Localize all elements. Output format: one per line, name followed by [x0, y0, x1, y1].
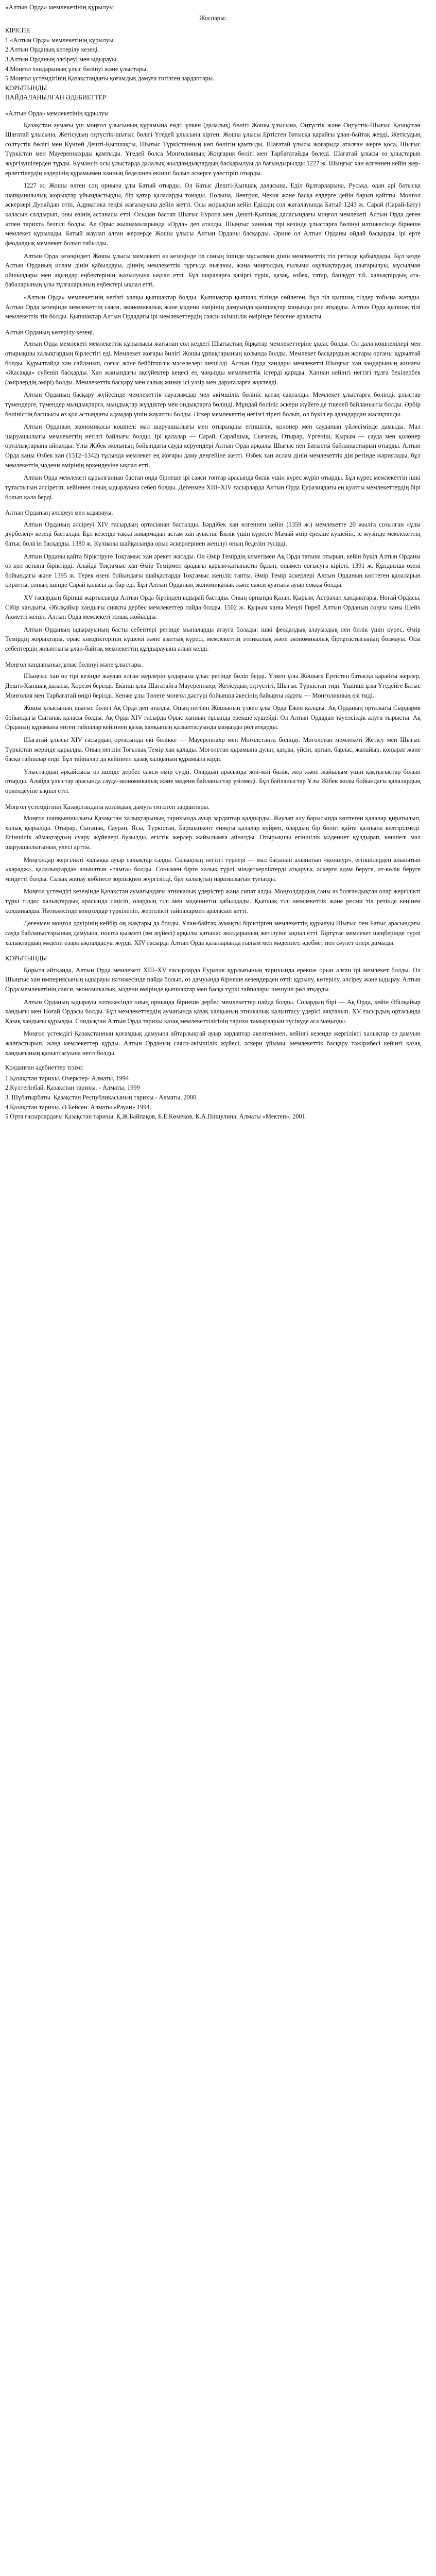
paragraph: Моңғол үстемдігі кезеңінде Қазақстан аумағындағы этникалық үдерістер жаңа сипат алды. Моңғолдардың саны аз болғандықтан олар жергілікті түркі тілдес халықтардың арасында сіңісіп, олардың тілі мен мәдениетін қабылдады. Қыпшақ тілі мемлекеттік және ресми тіл ретінде кеңінен қолданылды. Нәтижесінде моңғолдар түркіленіп, жергілікті тайпалармен араласып кетті. — [5, 888, 421, 914]
section-5 — [5, 802, 421, 948]
toc-item: 1.«Алтын Орда» мемлекетінің құрылуы. — [5, 36, 115, 44]
document-page — [0, 0, 426, 1132]
reference-item: 4.Қазақстан тарихы. Ә.Бейсен. Алматы «Рауан» 1994. — [5, 1103, 151, 1111]
references-title: Қолданған әдебиеттер тізімі: — [5, 1064, 84, 1072]
paragraph: Қорыта айтқанда, Алтын Орда мемлекеті XIII–XV ғасырларда Еуразия құрлығының тарихында ерекше орын алған ірі мемлекет болды. Ол Шыңғыс хан империясының ыдырауы нәтижесінде пайда болып, өз дамуында бірнеше кезеңдерден өтті: құрылу, көтерілу, әлсіреу және ыдырау. Алтын Орда мемлекетінің саяси, экономикалық, мәдени өмірінде қыпшақтар мен басқа түркі тайпалары шешуші рөл атқарды. — [5, 966, 421, 993]
section-heading: «Алтын Орда» мемлекетінің құрылуы — [5, 109, 109, 117]
paragraph: Алтын Орданың ыдырауының басты себептері ретінде мыналарды атауға болады: ішкі феодалдық алауыздық пен билік үшін күрес, Әмір Темірдің жорықтары, орыс княздіктерінің күшеюі және азаттық күресі, мемлекеттің этникалық және экономикалық біртұтастығының болмауы. Осы себептердің жиынтығы ұлан-байтақ мемлекеттің құлдырауына алып келді. — [5, 625, 421, 653]
conclusion-section — [5, 954, 421, 1058]
paragraph: Моңғол үстемдігі Қазақстанның қоғамдық дамуына айтарлықтай ауыр зардаптар әкелгенімен, кейінгі кезеңде жергілікті халықтар өз дамуын жалғастырып, жаңа мемлекеттер құрды. Алтын Орданың саяси-әкімшілік жүйесі, әскери ұйымы, мемлекеттік басқару тәжірибесі кейінгі қазақ хандығының қалыптасуына негіз болды. — [5, 1030, 421, 1057]
paragraph: Алтын Орданың басқару жүйесінде мемлекеттік лауазымдар мен әкімшілік бөлініс қатаң сақталды. Мемлекет ұлыстарға бөлінді, ұлыстар түмендерге, түмендер мыңдықтарға, мыңдықтар жүздіктер мен ондықтарға бөлінді. Мұндай бөлініс әскери жүйеге де тікелей байланысты болды. Әрбір бөліністің басшысы өз қол астындағы адамдар үшін жауапты болды. Әскер мемлекеттің негізгі тірегі болып, ол бүкіл ер адамдардан жасақталды. — [5, 391, 421, 418]
section-heading: Алтын Орданың әлсіреуі мен ыдырауы. — [5, 509, 113, 517]
paragraph: Алтын Орда мемлекеті құрылғаннан бастап онда бірнеше ірі саяси топтар арасында билік үшін күрес жүріп отырды. Бұл күрес мемлекеттің ішкі тұтастығын әлсіретіп, кейіннен оның ыдырауына себеп болды. Дегенмен XIII–XIV ғасырларда Алтын Орда Еуразиядағы ең қуатты мемлекеттердің бірі болып қала берді. — [5, 474, 421, 501]
paragraph: Алтын Орданың ыдырауы нәтижесінде оның орнында бірнеше дербес мемлекеттер пайда болды. Солардың бірі — Ақ Орда, кейін Әбілқайыр хандығы мен Ноғай Ордасы болды. Бұл мемлекеттердің аумағында қазақ халқының этникалық қалыптасу үдерісі аяқталып, XV ғасырдың ортасында Қазақ хандығы құрылды. Сондықтан Алтын Орда тарихы қазақ мемлекеттілігінің тарихи тамырларын түсінуде аса маңызды. — [5, 998, 421, 1025]
reference-item: 2.Күлтегінбай. Қазақстан тарихы. - Алматы, 1999 — [5, 1084, 140, 1092]
paragraph: XV ғасырдың бірінші жартысында Алтын Орда біртіндеп ыдырай бастады. Оның орнында Қазан, Қырым, Астрахан хандықтары, Ноғай Ордасы, Сібір хандығы, Әбілқайыр хандығы сияқты дербес мемлекеттер пайда болды. 1502 ж. Қырым ханы Меңлі Гирей Алтын Орданың соңғы ханы Шейх Ахметті жеңіп, Алтын Орда мемлекеті толық жойылды. — [5, 594, 421, 621]
paragraph: Моңғол шапқыншылығы Қазақстан халықтарының тарихында ауыр зардаптар қалдырды. Жаулап алу барысында көптеген қалалар қиратылып, халық қырылды. Отырар, Сығанақ, Сауран, Ясы, Түркістан, Баршынкент сияқты қалалар күйреп, олардың бір бөлігі қайта қалпына келтірілмеді. Егіншілік аймақтардың суару жүйелері бұзылды, егістік жерлер жайылымға айналды. Отырықшы егіншілік мәдениет құлдырап, көшпелі мал шаруашылығының үлесі артты. — [5, 815, 421, 851]
paragraph: Алтын Орданың әлсіреуі XIV ғасырдың ортасынан басталды. Бәрдібек хан өлгеннен кейін (1359 ж.) мемлекетте 20 жылға созылған «ұлы дүрбелең» кезеңі басталды. Бұл кезеңде таққа жиырмадан астам хан ауысты. Билік үшін күресте Мамай әмір ерекше күшейіп, іс жүзінде мемлекеттің батыс бөлігін басқарды. 1380 ж. Күлікова шайқасында орыс әскерлерінен жеңілуі оның беделін түсірді. — [5, 520, 421, 547]
toc-item: 3.Алтын Орданың әлсіреуі мен ыдырауы. — [5, 55, 118, 63]
paragraph: 1227 ж. Жошы өлген соң орнына ұлы Батый отырды. Ол Батыс Дешті-Қыпшақ даласына, Еділ бұлғарларына, Русьқа, одан әрі батысқа шапқыншылық жорықтар ұйымдастырды, бір қатар қалаларды тонады. Польша, Венгрия, Чехия және басқа елдерге дейін барып қайтты. Монғол әскерлері Дунайдан өтіп, Адриатика теңізі жағалауына дейін жетті. Осы жорықтан кейін Еділдің сол жағалауында Батый 1243 ж. Сарай (Сарай-Бату) қаласын салдырып, оны өзінің астанасы етті. Осыдан бастап Шығыс Еуропа мен Дешті-Қыпшақ даласындағы моңғол мемлекеті Алтын Орда деген атпен тарихта белгілі болды. Ал Орыс жылнамаларында «Орда» деп аталды. Шыңғыс ханның тірі кезінде ұлыстарға бөлінуі нәтижесінде бірнеше мемлекет құрылады. Батый жаулап алған жерлерде Жошы ұлысы Алтын Орданы басқарды. Әрине ол Алтын Орданы ойдай басқарды, ірі ерте феодалдық мемлекет болып табылды. — [5, 182, 421, 247]
paragraph: «Алтын Орда» мемлекетінің негізгі халқы қыпшақтар болды. Қыпшақтар қыпшақ тілінде сөйлеген, бұл тіл қыпшақ тілдер тобына жатады. Алтын Орда кезеңінде мемлекеттің саяси, экономикалық және мәдени өмірінің дамуында қыпшақтар маңызды рөл атқарды. Алтын Орда қыпшақ тілі мемлекеттік тіл болды. Қыпшақтар Алтын Ордадағы ірі мемлекеттердің саяси-әкімшілік өмірінде белсене араласты. — [5, 293, 421, 320]
paragraph: Дегенмен моңғол дәуірінің кейбір оң жақтары да болды. Ұлан-байтақ аумақты біріктірген мемлекеттің құрылуы Шығыс пен Батыс арасындағы сауда байланыстарының дамуына, пошта қызметі (ям жүйесі) арқылы қатынас жолдарының жетілуіне ықпал етті. Біртұтас мемлекет шеңберінде түрлі халықтардың мәдени өзара ықпалдасуы жүрді. XIV ғасырда Алтын Орда қалаларында ғылым мен мәдениет, әдебиет пен сәулет өнері дамыды. — [5, 920, 421, 946]
paragraph: Шағатай ұлысы XIV ғасырдың ортасында екі бөлікке — Мауереннахр мен Моғолстанға бөлінді. Моғолстан мемлекеті Жетісу мен Шығыс Түркістан жерінде құрылды. Оның негізін Тоғылық Темір хан қалады. Моғолстан құрамына дулат, қаңлы, үйсін, арғын, барлас, жалайыр, қоңырат және басқа тайпалар енді. Бұл тайпалар да кейіннен қазақ халқының құрамына кірді. — [5, 736, 421, 763]
section-heading: Алтын Орданың көтерілу кезеңі. — [5, 328, 95, 336]
paragraph: Алтын Орданың экономикасы көшпелі мал шаруашылығы мен отырықшы егіншілік, қолөнер мен сауданың үйлесімінде дамыды. Мал шаруашылығы мемлекеттің негізгі байлығы болды. Ірі қалалар — Сарай, Сарайшық, Сығанақ, Отырар, Үргеніш, Қырым — сауда мен қолөнер орталықтарына айналды. Ұлы Жібек жолының бойындағы сауда керуендері Алтын Орда арқылы Шығыс пен Батысты байланыстырып отырды. Алтын Орда ханы Өзбек хан (1312–1342) тұсында мемлекет ең жоғары даму деңгейіне жетті. Өзбек хан ислам дінін мемлекеттік дін ретінде жариялады, бұл мемлекеттің мәдени өмірінің өркендеуіне ықпал етті. — [5, 423, 421, 469]
toc-item: ПАЙДАЛАНЫЛҒАН ӘДЕБИЕТТЕР — [5, 94, 107, 101]
section-heading: Моңғол хандарының ұлыс бөлінуі және ұлыстары. — [5, 660, 144, 668]
paragraph: Шыңғыс хан өз тірі кезінде жаулап алған жерлерін ұлдарына ұлыс ретінде бөліп берді. Үлкен ұлы Жошыға Ертістен батысқа қарайғы жерлер, Дешті-Қыпшақ даласы, Хорезм берілді. Екінші ұлы Шағатайға Мауереннахр, Жетісудың оңтүстігі, Шығыс Түркістан тиді. Үшінші ұлы Үгедейге Батыс Монғолия мен Тарбағатай өңірі берілді. Кенже ұлы Төлеге монғол дәстүрі бойынша әкесінің байырғы жұрты — Монғолияның өзі тиді. — [5, 672, 421, 699]
toc-item: ҚОРЫТЫНДЫ — [5, 84, 47, 92]
paragraph: Алтын Орданы қайта біріктіруге Тоқтамыс хан әрекет жасады. Ол Әмір Темірдің көмегімен Ақ Орда тағына отырып, кейін бүкіл Алтын Орданы өз қол астына біріктірді. Алайда Тоқтамыс хан Әмір Темірмен арадағы қарым-қатынасты бұзып, онымен соғысуға кірісті. 1391 ж. Құндызша өзені бойындағы және 1395 ж. Терек өзені бойындағы шайқастарда Тоқтамыс жеңіліс тапты. Әмір Темір әскерлері Алтын Орданың көптеген қалаларын қиратты, соның ішінде Сарай қаласы да бар еді. Бұл Алтын Орданың экономикалық және саяси қуатына ауыр соққы болды. — [5, 552, 421, 589]
toc-item: 4.Моңғол хандарының ұлыс бөлінуі және ұлыстары. — [5, 65, 148, 73]
section-3 — [5, 508, 421, 654]
references-section — [5, 1063, 421, 1122]
plan-label: Жоспары: — [199, 14, 226, 22]
toc-item: КІРІСПЕ — [5, 27, 30, 35]
paragraph: Алтын Орда мемлекеті мемлекеттік құрылысы жағынан сол кездегі Шығыстың бірқатар мемлекеттеріне ұқсас болды. Ол дала көшпелілері мен отырықшы халықтардың бірлестігі еді. Мемлекет жоғары билігі Жошы ұрпақтарының қолында болды. Мемлекет басқарудың жоғары органы құрылтай болды. Құрылтайда хан сайланып, соғыс және бейбітшілік мәселелері шешілді. Алтын Орда хандары мемлекетті Шыңғыс хан заңдарының жинағы «Жасаққа» сүйеніп басқарды. Хан жанындағы ақсүйектер кеңесі ең маңызды мемлекеттік істерді қарады. Ханнан кейінгі негізгі тұлға бекілербек (әмірлердің әмірі) болды. Мемлекеттік басқару мен салық жинау ісі уәзір мен даруғаларға жүктелді. — [5, 340, 421, 386]
paragraph: Ұлыстардың әрқайсысы өз ішінде дербес саяси өмір сүрді. Олардың арасында жиі-жиі билік, жер және жайылым үшін қақтығыстар болып отырды. Алайда ұлыстар арасында сауда-экономикалық және мәдени байланыстар үзілмеді. Бұл байланыстар Ұлы Жібек жолы бойындағы қалалардың өркендеуіне ықпал етті. — [5, 768, 421, 794]
reference-item: 3. Шұбатырбаты. Қазақстан Республикасының тарихы.- Алматы, 2000 — [5, 1094, 197, 1101]
reference-item: 5.Орта ғасырлардағы Қазақстан тарихы. Қ.Ж.Байпақов, Б.Е.Көмеков, К.А.Пищулина. Алматы «Мектеп», 2001. — [5, 1113, 307, 1121]
reference-item: 1.Қазақстан тарихы. Очерктер- Алматы, 1994 — [5, 1074, 129, 1082]
section-heading: ҚОРЫТЫНДЫ — [5, 955, 47, 962]
document-title: «Алтын Орда» мемлекетінің құрылуы — [5, 3, 114, 11]
paragraph: Жошы ұлысының шығыс бөлігі Ақ Орда деп аталды. Оның негізін Жошының үлкен ұлы Орда Ежен қалады. Ақ Орданың орталығы Сырдария бойындағы Сығанақ қаласы болды. Ақ Орда XIV ғасырда Орыс ханның тұсында ерекше күшейді. Ол Алтын Ордадан тәуелсіздік алуға тырысты. Ақ Орданың құрамына енген тайпалар кейіннен қазақ халқының қалыптасуында маңызды рөл атқарды. — [5, 704, 421, 731]
paragraph: Алтын Орда кезеңіндегі Жошы ұлысы мемлекеті өз кезеңінде ол соның ішінде мұсылман дінін мемлекеттік тіл ретінде қабылдады. Бұл кезде Алтын Орданың ислам дінін қабылдауы, діннің мемлекеттік тұрғыда нығаюы, жаңа моңғолдық ғылыми оқулықтардың шығарылуы, мұсылман ойшылдары мен ақындар еңбектерінің жазылуына ықпал етті. Бұл шараларға қазіргі түрік, қазақ, өзбек, татар, башқұрт т.б. халықтардың ата-бабаларының ұлы тұлғаларының еңбектері ықпал етті. — [5, 252, 421, 289]
table-of-contents — [5, 26, 421, 103]
toc-item: 2.Алтын Орданың көтерілу кезеңі. — [5, 46, 99, 54]
section-4 — [5, 660, 421, 796]
section-heading: Моңғол үстемдігінің Қазақстандағы қоғамдық дамуға тигізген зардаптары. — [5, 803, 210, 810]
paragraph: Қазақстан аумағы үш моңғол ұлысының құрамына енді: үлкен (далалық) бөлігі Жошы ұлысына, Оңтүстік және Оңтүстік-Шығыс Қазақстан Шағатай ұлысына, Жетісудың оңтүстік-шығыс бөлігі Үгедей ұлысына кірген. Жошы ұлысы Ертістен батысқа қарайғы ұлан-байтақ жерді, Жетісудың солтүстік бөлігі мен Күнгей Дешті-Қыпшақты, Шығыс Түркістанның көп бөлігін қамтыды. Шағатай ұлысы жоғарыда аталған жерге қоса, Шығыс Түркістан мен Мауереннахрды қамтыды. Үгедей болса Монғолияның Жоңғария бөлігі мен Тарбағатайды бөледі. Шағатай ұлысы өз ұлыстарын жүргізушілерден тұрды. Күмәнсіз осы ұлыстарда далалық жылдамдықтардың басқарылуы да бағындырылды 1227 ж. Шыңғыс хан өлгеннен кейін жер-ерлеттілердің өздерінің құрамымен ханның беделінен екінші болып әскерге үлестіріп отырды. — [5, 121, 421, 177]
toc-item: 5.Моңғол үстемдігінің Қазақстандағы қоғамдық дамуға тигізген зардаптары. — [5, 75, 215, 82]
paragraph: Моңғолдар жергілікті халыққа ауыр салықтар салды. Салықтың негізгі түрлері — мал басынан алынатын «қопшур», егіншілерден алынатын «харадж», қалалықтардан алынатын «тамға» болды. Сонымен бірге халық түрлі міндеткерліктерді атқаруға, әскерге адам беруге, ат-көлік беруге міндетті болды. Салық жинау көбінесе зорлықпен жүргізілді, бұл халықтың наразылығын туғызды. — [5, 856, 421, 883]
section-1 — [5, 109, 421, 321]
section-2 — [5, 328, 421, 502]
